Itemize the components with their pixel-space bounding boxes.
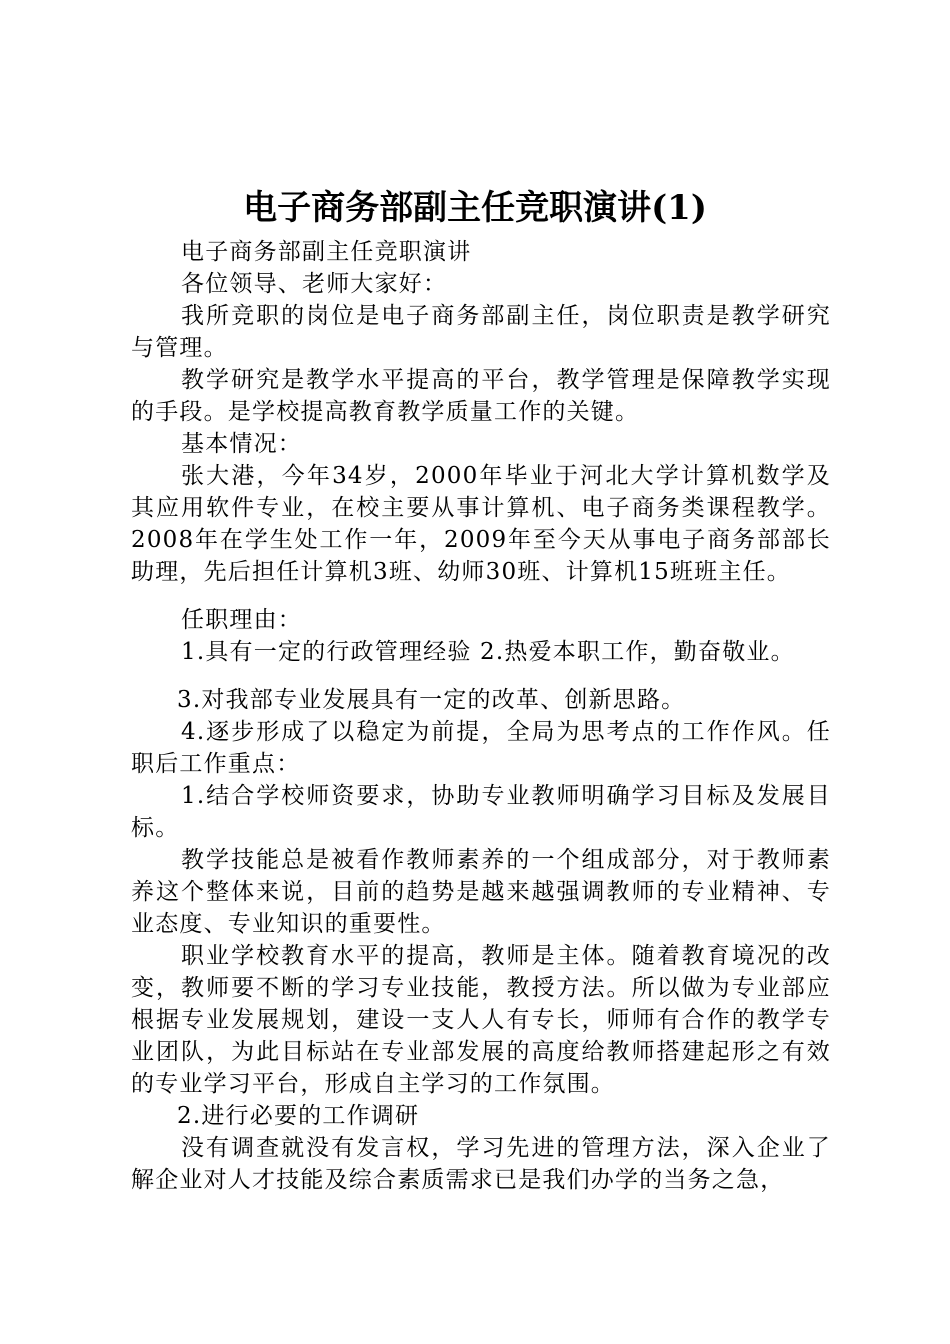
paragraph-research: 没有调查就没有发言权，学习先进的管理方法，深入企业了解企业对人才技能及综合素质需求已是我们办学的当务之急， xyxy=(131,1135,831,1193)
paragraph-reason-1-2: 1.具有一定的行政管理经验 2.热爱本职工作，勤奋敬业。 xyxy=(181,639,795,665)
blank-line xyxy=(131,668,831,684)
paragraph-focus-1: 1.结合学校师资要求，协助专业教师明确学习目标及发展目标。 xyxy=(131,783,831,841)
paragraph-greeting: 各位领导、老师大家好： xyxy=(181,271,448,297)
paragraph-position: 我所竞职的岗位是电子商务部副主任，岗位职责是教学研究与管理。 xyxy=(131,303,831,361)
paragraph-basic-info: 张大港，今年34岁，2000年毕业于河北大学计算机数学及其应用软件专业，在校主要从事计算机、电子商务类课程教学。2008年在学生处工作一年，2009年至今天从事电子商务部部长助理，先后担任计算机3班、幼师30班、计算机15班班主任。 xyxy=(131,463,831,585)
paragraph-reasons-heading: 任职理由： xyxy=(181,607,302,633)
paragraph-reason-4: 4.逐步形成了以稳定为前提，全局为思考点的工作作风。任职后工作重点： xyxy=(131,719,831,777)
paragraph-subtitle: 电子商务部副主任竞职演讲 xyxy=(181,239,472,265)
paragraph-reason-3: 3.对我部专业发展具有一定的改革、创新思路。 xyxy=(177,687,686,713)
paragraph-skills: 教学技能总是被看作教师素养的一个组成部分，对于教师素养这个整体来说，目前的趋势是越来越强调教师的专业精神、专业态度、专业知识的重要性。 xyxy=(131,847,831,937)
paragraph-teaching: 教学研究是教学水平提高的平台，教学管理是保障教学实现的手段。是学校提高教育教学质量工作的关键。 xyxy=(131,367,831,425)
document-title: 电子商务部副主任竞职演讲(1) xyxy=(243,188,707,228)
blank-line xyxy=(131,588,831,604)
paragraph-basic-heading: 基本情况： xyxy=(181,431,302,457)
paragraph-teachers: 职业学校教育水平的提高，教师是主体。随着教育境况的改变，教师要不断的学习专业技能，教授方法。所以做为专业部应根据专业发展规划，建设一支人人有专长，师师有合作的教学专业团队，为此目标站在专业部发展的高度给教师搭建起形之有效的专业学习平台，形成自主学习的工作氛围。 xyxy=(131,943,831,1097)
document-body xyxy=(131,236,831,1196)
paragraph-focus-2: 2.进行必要的工作调研 xyxy=(177,1103,420,1129)
